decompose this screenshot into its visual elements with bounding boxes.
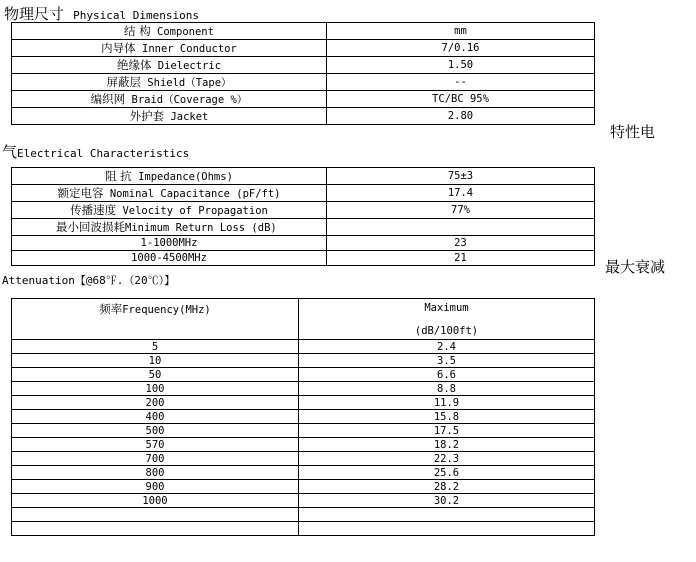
table-row — [12, 508, 595, 522]
maximum-cell — [299, 508, 595, 522]
table-row — [12, 168, 595, 185]
maximum-cell: 18.2 — [299, 438, 595, 452]
electrical-heading-cn-part2: 气 — [2, 143, 18, 161]
frequency-cell: 10 — [12, 354, 299, 368]
table-row — [12, 396, 595, 410]
table-row — [12, 219, 595, 236]
table-row — [12, 23, 595, 40]
table-row — [12, 410, 595, 424]
physical-value-cell: 1.50 — [327, 57, 595, 74]
label-en: 1000-4500MHz — [131, 252, 207, 264]
electrical-value-cell: 17.4 — [327, 185, 595, 202]
physical-label-cell — [12, 91, 327, 108]
electrical-table — [11, 167, 595, 266]
table-row — [12, 522, 595, 536]
attenuation-table — [11, 298, 595, 536]
frequency-header — [12, 299, 299, 340]
frequency-cell — [12, 508, 299, 522]
frequency-cell: 900 — [12, 480, 299, 494]
electrical-label-cell — [12, 202, 327, 219]
electrical-value-cell: 23 — [327, 236, 595, 251]
maximum-cell: 3.5 — [299, 354, 595, 368]
frequency-cell: 800 — [12, 466, 299, 480]
maximum-cell: 17.5 — [299, 424, 595, 438]
physical-label-cell — [12, 74, 327, 91]
frequency-cell: 570 — [12, 438, 299, 452]
frequency-cell: 1000 — [12, 494, 299, 508]
table-row — [12, 251, 595, 266]
table-row — [12, 57, 595, 74]
maximum-header-line1: Maximum — [424, 302, 469, 314]
table-row — [12, 91, 595, 108]
label-cn: 内导体 — [101, 41, 136, 55]
table-row — [12, 480, 595, 494]
table-row — [12, 382, 595, 396]
physical-value-cell: -- — [327, 74, 595, 91]
label-en: Shield（Tape） — [147, 77, 232, 89]
table-row — [12, 74, 595, 91]
physical-heading-en: Physical Dimensions — [73, 9, 199, 22]
table-row — [12, 494, 595, 508]
electrical-label-cell — [12, 168, 327, 185]
label-cn: 传播速度 — [70, 203, 117, 217]
frequency-cell: 100 — [12, 382, 299, 396]
physical-value-cell: 2.80 — [327, 108, 595, 125]
electrical-value-cell — [327, 219, 595, 236]
maximum-cell: 8.8 — [299, 382, 595, 396]
electrical-value-cell: 75±3 — [327, 168, 595, 185]
maximum-header-line2: (dB/100ft) — [414, 325, 479, 337]
table-header-row — [12, 299, 595, 340]
frequency-cell: 5 — [12, 340, 299, 354]
frequency-cell: 200 — [12, 396, 299, 410]
table-row — [12, 452, 595, 466]
label-en: Braid（Coverage %） — [131, 94, 248, 106]
maximum-cell: 28.2 — [299, 480, 595, 494]
maximum-cell — [299, 522, 595, 536]
table-row — [12, 438, 595, 452]
electrical-label-cell — [12, 185, 327, 202]
frequency-cell: 50 — [12, 368, 299, 382]
label-en: Component — [157, 26, 214, 38]
electrical-heading-cn-part1: 特性电 — [610, 123, 656, 141]
physical-label-cell — [12, 57, 327, 74]
table-row — [12, 185, 595, 202]
label-cn: 最小回波损耗 — [56, 220, 125, 234]
attenuation-heading-en: Attenuation【@68℉.（20℃）】 — [2, 274, 176, 287]
physical-heading-cn: 物理尺寸 — [4, 5, 65, 23]
label-en: Inner Conductor — [142, 43, 237, 55]
table-row — [12, 202, 595, 219]
maximum-cell: 30.2 — [299, 494, 595, 508]
label-en: Minimum Return Loss (dB) — [125, 222, 277, 234]
electrical-heading-en: Electrical Characteristics — [17, 147, 190, 160]
electrical-label-cell — [12, 236, 327, 251]
table-row — [12, 424, 595, 438]
label-en: Jacket — [170, 111, 209, 123]
maximum-cell: 11.9 — [299, 396, 595, 410]
physical-label-cell — [12, 108, 327, 125]
frequency-cell: 400 — [12, 410, 299, 424]
label-en: 1-1000MHz — [140, 237, 198, 249]
physical-table — [11, 22, 595, 125]
frequency-cell: 700 — [12, 452, 299, 466]
table-row — [12, 466, 595, 480]
attenuation-heading-cn: 最大衰减 — [605, 258, 666, 276]
header-cn: 频率 — [99, 302, 123, 316]
table-row — [12, 236, 595, 251]
physical-value-cell: mm — [327, 23, 595, 40]
table-row — [12, 354, 595, 368]
table-row — [12, 368, 595, 382]
maximum-cell: 22.3 — [299, 452, 595, 466]
maximum-cell: 6.6 — [299, 368, 595, 382]
maximum-cell: 2.4 — [299, 340, 595, 354]
maximum-header — [299, 299, 595, 340]
table-row — [12, 108, 595, 125]
electrical-value-cell: 21 — [327, 251, 595, 266]
label-cn: 结 构 — [124, 24, 151, 38]
label-en: Nominal Capacitance (pF/ft) — [109, 188, 281, 200]
label-cn: 编织网 — [90, 92, 126, 106]
table-row — [12, 340, 595, 354]
label-cn: 外护套 — [129, 109, 165, 123]
physical-value-cell: 7/0.16 — [327, 40, 595, 57]
electrical-label-cell — [12, 251, 327, 266]
maximum-cell: 25.6 — [299, 466, 595, 480]
label-en: Impedance(Ohms) — [138, 171, 233, 183]
label-en: Velocity of Propagation — [122, 205, 268, 217]
physical-heading — [4, 3, 199, 24]
label-cn: 屏蔽层 — [106, 75, 141, 89]
label-cn: 阻 抗 — [105, 169, 132, 183]
frequency-cell: 500 — [12, 424, 299, 438]
physical-label-cell — [12, 40, 327, 57]
maximum-cell: 15.8 — [299, 410, 595, 424]
label-en: Dielectric — [157, 60, 222, 72]
electrical-heading — [2, 141, 189, 162]
frequency-cell — [12, 522, 299, 536]
electrical-label-cell — [12, 219, 327, 236]
label-cn: 额定电容 — [57, 186, 104, 200]
label-cn: 绝缘体 — [116, 58, 152, 72]
header-en: Frequency(MHz) — [122, 304, 211, 316]
electrical-value-cell: 77% — [327, 202, 595, 219]
table-row — [12, 40, 595, 57]
physical-label-cell — [12, 23, 327, 40]
physical-value-cell: TC/BC 95% — [327, 91, 595, 108]
